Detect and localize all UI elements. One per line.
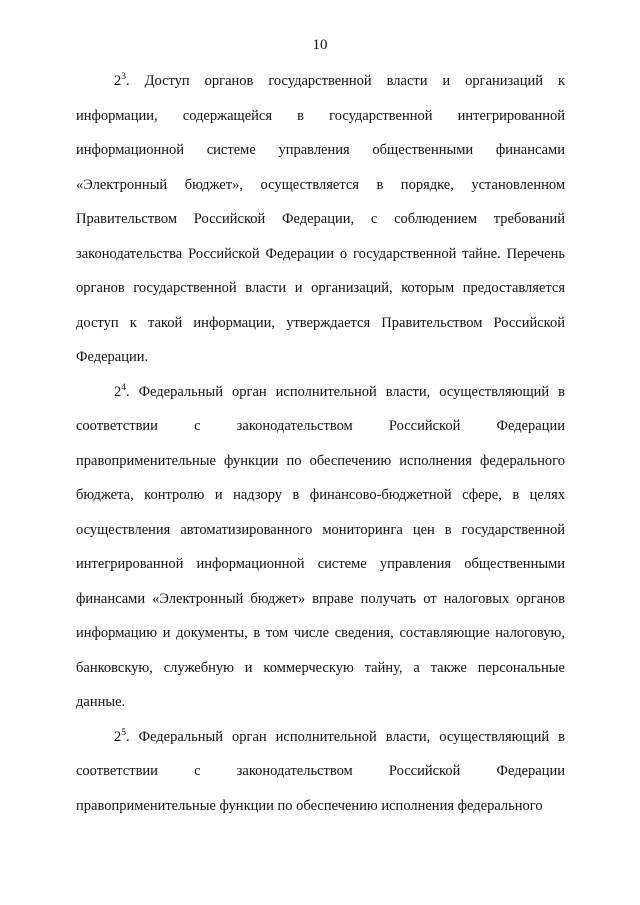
paragraph-number-superscript: 4 [121,382,126,393]
paragraph-2-5 [76,720,565,824]
paragraph-number: 2 [114,73,122,89]
paragraph-text: . Федеральный орган исполнительной власти, осуществляющий в соответствии с законодательством Российской Федерации правоприменительные функции по обеспечению исполнения федерального бюджета, контролю и надзору в финансово-бюджетной сфере, в целях осуществления автоматизированного мониторинга цен в государственной интегрированной информационной системе управления общественными финансами «Электронный бюджет» вправе получать от налоговых органов информацию и документы, в том числе сведения, составляющие налоговую, банковскую, служебную и коммерческую тайну, а также персональные данные. [76,383,565,710]
paragraph-2-4 [76,375,565,720]
paragraph-number: 2 [114,383,122,400]
paragraph-number: 2 [114,728,122,745]
paragraph-number-superscript: 5 [121,727,126,738]
page-number: 10 [312,37,328,53]
paragraph-2-3 [76,64,565,375]
paragraph-text: . Доступ органов государственной власти и организаций к информации, содержащейся в государственной интегрированной информационной системе управления общественными финансами «Электронный бюджет», осуществляется в порядке, установленном Правительством Российской Федерации, с соблюдением требований законодательства Российской Федерации о государственной тайне. Перечень органов государственной власти и организаций, которым предоставляется доступ к такой информации, утверждается Правительством Российской Федерации. [76,73,565,365]
paragraph-text: . Федеральный орган исполнительной власти, осуществляющий в соответствии с законодательством Российской Федерации правоприменительные функции по обеспечению исполнения федерального [76,728,565,814]
paragraph-number-superscript: 3 [121,72,126,82]
document-body [76,64,565,823]
